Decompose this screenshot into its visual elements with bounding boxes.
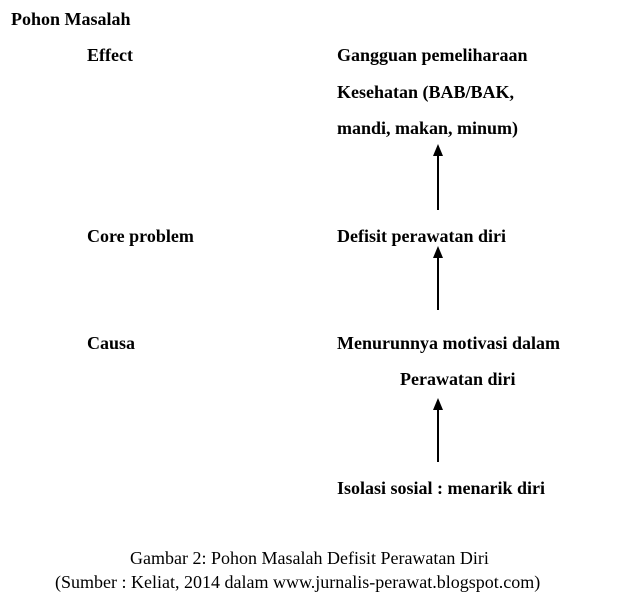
figure-caption-title: Gambar 2: Pohon Masalah Defisit Perawatan Diri	[130, 548, 489, 568]
arrow-causa-to-core	[432, 246, 444, 310]
root-cause-text: Isolasi sosial : menarik diri	[337, 478, 546, 498]
causa-label: Causa	[87, 333, 136, 353]
causa-text-line-1: Menurunnya motivasi dalam	[337, 333, 561, 353]
figure-caption-source: (Sumber : Keliat, 2014 dalam www.jurnalis-perawat.blogspot.com)	[55, 572, 541, 592]
arrow-core-to-effect	[432, 144, 444, 210]
diagram-heading: Pohon Masalah	[11, 9, 131, 29]
core-problem-text: Defisit perawatan diri	[337, 226, 506, 246]
effect-label: Effect	[87, 45, 133, 65]
arrow-root-to-causa	[432, 398, 444, 462]
effect-text-line-2: Kesehatan (BAB/BAK,	[337, 82, 515, 102]
effect-text-line-3: mandi, makan, minum)	[337, 118, 519, 138]
core-problem-label: Core problem	[87, 226, 194, 246]
effect-text-line-1: Gangguan pemeliharaan	[337, 45, 528, 65]
causa-text-line-2: Perawatan diri	[400, 369, 516, 389]
